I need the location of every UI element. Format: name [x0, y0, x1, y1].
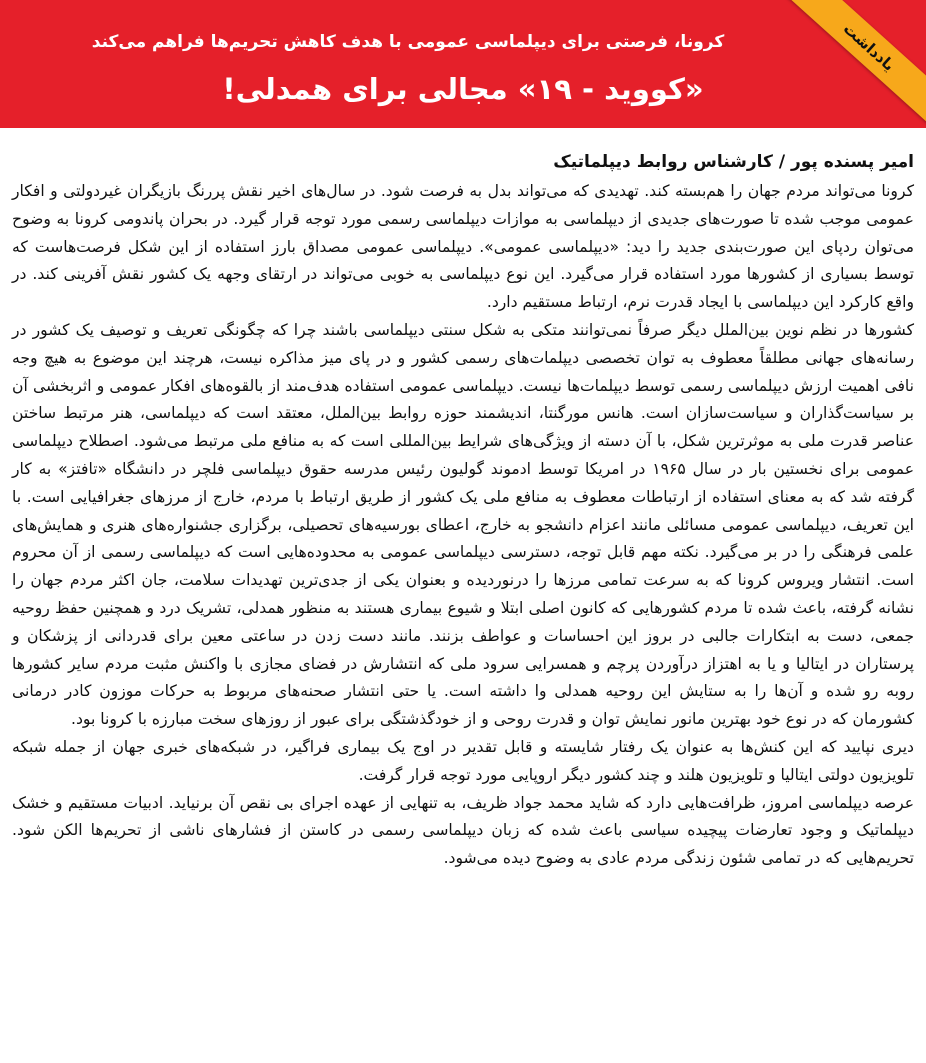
author-byline: امیر پسنده پور / کارشناس روابط دیپلماتیک — [553, 152, 914, 172]
headline-title: «کووید - ۱۹» مجالی برای همدلی! — [222, 72, 704, 106]
article-paragraph: دیری نپایید که این کنش‌ها به عنوان یک رفتار شایسته و قابل تقدیر در اوج یک بیماری فراگیر، در شبکه‌های خبری جهان از جمله شبکه تلویزیون دولتی ایتالیا و تلویزیون هلند و چند کشور دیگر اروپایی مورد توجه قرار گرفت. — [12, 737, 914, 784]
section-ribbon: یادداشت — [787, 0, 926, 123]
article-paragraph: کشورها در نظم نوین بین‌الملل دیگر صرفاً نمی‌توانند متکی به شکل سنتی دیپلماسی باشند چرا که چگونگی تعریف و توصیف یک کشور در رسانه‌های جهانی مطلقاً معطوف به توان تخصصی دیپلمات‌های رسمی کشور و در پای میز مذاکره نیست، هرچند این موضوع به هیچ وجه نافی اهمیت ارزش دیپلماسی رسمی توسط دیپلمات‌ها نیست. دیپلماسی عمومی استفاده هدف‌مند از بالقوه‌های افکار عمومی و اثربخشی آن بر سیاست‌گذاران و سیاست‌سازان است. هانس مورگنتا، اندیشمند حوزه روابط بین‌الملل، معتقد است که دیپلماسی، هنر مرتبط ساختن عناصر قدرت ملی به موثرترین شکل، با آن دسته از ویژگی‌های شرایط بین‌المللی است که به منافع ملی مرتبط می‌شود. اصطلاح دیپلماسی عمومی برای نخستین بار در سال ۱۹۶۵ در امریکا توسط ادموند گولیون رئیس مدرسه حقوق دیپلماسی فلچر در دانشگاه «تافتز» به کار گرفته شد که به معنای استفاده از ارتباطات معطوف به منافع ملی یک کشور از طریق ارتباط با مردم، خارج از مرزهای جغرافیایی است. با این تعریف، دیپلماسی عمومی مسائلی مانند اعزام دانشجو به خارج، اعطای بورسیه‌های تحصیلی، برگزاری جشنواره‌های هنری و همایش‌های علمی فرهنگی را در بر می‌گیرد. نکته مهم قابل توجه، دسترسی دیپلماسی عمومی به محدوده‌هایی است که دیپلماسی رسمی از آن محروم است. انتشار ویروس کرونا که به سرعت تمامی مرزها را درنوردیده و بعنوان یکی از جدی‌ترین تهدیدات سلامت، جان اکثر مردم جهان را نشانه گرفته، باعث شده تا مردم کشورهایی که کانون اصلی ابتلا و شیوع بیماری هستند به منظور همدلی، تشریک درد و همچنین حفظ روحیه جمعی، دست به ابتکارات جالبی در بروز این احساسات و عواطف بزنند. مانند دست زدن در ساعتی معین برای قدردانی از پزشکان و پرستاران در ایتالیا و یا به اهتزاز درآوردن پرچم و همسرایی سرود ملی که انتشارش در فضای مجازی با واکنش مثبت مردم سایر کشورها روبه رو شده و آن‌ها را به ستایش این روحیه همدلی وا داشته است. یا حتی انتشار صحنه‌های مربوط به حرکات موزون کادر درمانی کشورمان که در نوع خود بهترین مانور نمایش توان و قدرت روحی و از خودگذشتگی برای عبور از روزهای سخت مبارزه با کرونا بود. — [12, 320, 915, 729]
article-header-banner — [0, 0, 926, 128]
kicker-subtitle: کرونا، فرصتی برای دیپلماسی عمومی با هدف کاهش تحریم‌ها فراهم می‌کند — [91, 32, 725, 52]
article-body — [12, 150, 914, 873]
article-paragraph: عرصه دیپلماسی امروز، ظرافت‌هایی دارد که شاید محمد جواد ظریف، به تنهایی از عهده اجرای بی نقص آن برنیاید. ادبیات مستقیم و خشک دیپلماتیک و وجود تعارضات پیچیده سیاسی باعث شده که زبان دیپلماسی رسمی در کاستن از فشارهای ناشی از تحریم‌ها الکن شود. تحریم‌هایی که در تمامی شئون زندگی مردم عادی به وضوح دیده می‌شود. — [12, 793, 914, 868]
article-paragraph: کرونا می‌تواند مردم جهان را هم‌بسته کند. تهدیدی که می‌تواند بدل به فرصت شود. در سال‌های اخیر نقش پررنگ بازیگران غیردولتی و افکار عمومی موجب شده تا صورت‌های جدیدی از دیپلماسی به موازات دیپلماسی رسمی مورد توجه قرار گیرد. در بحران پاندومی کرونا به وضوح می‌توان ردپای این صورت‌بندی جدید را دید: «دیپلماسی عمومی». دیپلماسی عمومی مصداق بارز استفاده از این شکل فرصت‌هاست که توسط بسیاری از کشورها مورد استفاده قرار می‌گیرد. این نوع دیپلماسی به خوبی می‌تواند در ارتقای وجهه یک کشور نقش آفرینی کند. در واقع کارکرد این دیپلماسی با ایجاد قدرت نرم، ارتباط مستقیم دارد. — [12, 182, 914, 312]
